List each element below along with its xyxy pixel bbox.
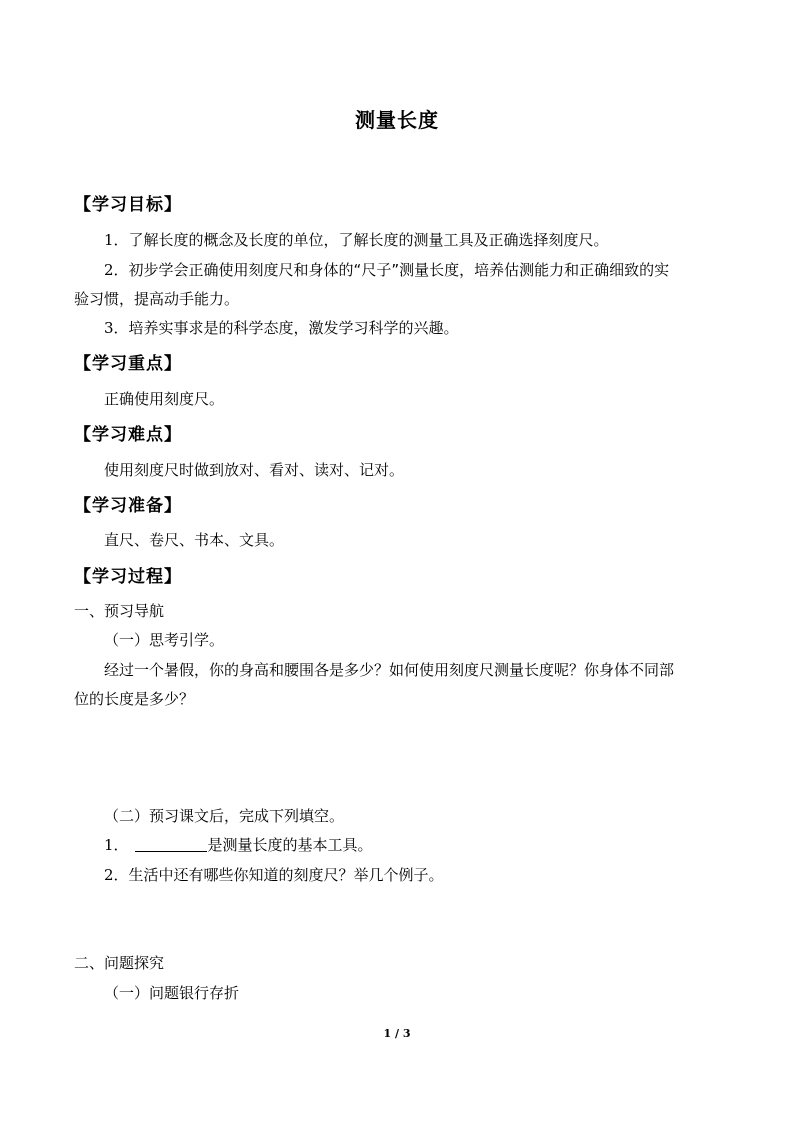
key-points-heading: 【学习重点】 bbox=[74, 354, 182, 374]
difficulties-text: 使用刻度尺时做到放对、看对、读对、记对。 bbox=[104, 461, 405, 479]
process-heading: 【学习过程】 bbox=[74, 567, 182, 587]
goal-item-1-text: 了解长度的概念及长度的单位，了解长度的测量工具及正确选择刻度尺。 bbox=[128, 231, 609, 249]
page-number: 1 / 3 bbox=[383, 1027, 411, 1040]
part2-title: 二、问题探究 bbox=[74, 954, 165, 972]
goals-heading: 【学习目标】 bbox=[74, 195, 182, 215]
goal-item-2 bbox=[104, 260, 669, 280]
goal-item-3-text: 培养实事求是的科学态度，激发学习科学的兴趣。 bbox=[128, 319, 459, 337]
difficulties-heading: 【学习难点】 bbox=[74, 425, 182, 445]
goal-item-2-text: 初步学会正确使用刻度尺和身体的“尺子”测量长度，培养估测能力和正确细致的实 bbox=[128, 261, 670, 279]
preparation-heading: 【学习准备】 bbox=[74, 496, 182, 516]
part2-sub1: （一）问题银行存折 bbox=[104, 984, 240, 1002]
part1-paragraph-line2: 位的长度是多少？ bbox=[74, 690, 195, 708]
fill-in-blank[interactable] bbox=[135, 836, 207, 852]
part1-sub1: （一）思考引学。 bbox=[104, 631, 225, 649]
goal-item-1 bbox=[104, 230, 609, 250]
question-1-number: 1． bbox=[104, 836, 129, 854]
goal-item-1-number: 1． bbox=[104, 231, 129, 249]
goal-item-3-number: 3． bbox=[104, 319, 129, 337]
goal-item-2-continuation: 验习惯，提高动手能力。 bbox=[74, 290, 240, 308]
goal-item-2-number: 2． bbox=[104, 261, 129, 279]
part1-title: 一、预习导航 bbox=[74, 602, 165, 620]
page-title: 测量长度 bbox=[355, 108, 439, 132]
key-points-text: 正确使用刻度尺。 bbox=[104, 390, 225, 408]
part1-paragraph-line1: 经过一个暑假，你的身高和腰围各是多少？如何使用刻度尺测量长度呢？你身体不同部 bbox=[104, 661, 675, 679]
question-2-text: 生活中还有哪些你知道的刻度尺？举几个例子。 bbox=[128, 866, 444, 884]
question-2-number: 2． bbox=[104, 866, 129, 884]
part1-sub2: （二）预习课文后，完成下列填空。 bbox=[104, 807, 345, 825]
goal-item-3 bbox=[104, 318, 459, 338]
preparation-text: 直尺、卷尺、书本、文具。 bbox=[104, 531, 285, 549]
part1-question-2 bbox=[104, 865, 444, 885]
question-1-text: 是测量长度的基本工具。 bbox=[207, 836, 373, 854]
part1-question-1 bbox=[104, 835, 373, 855]
